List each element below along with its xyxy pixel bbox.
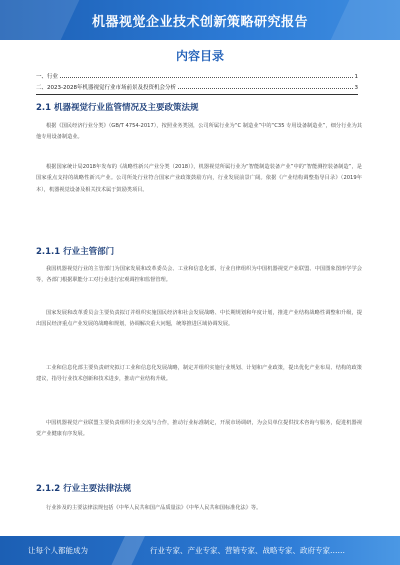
divider <box>36 94 358 95</box>
toc-entry[interactable] <box>36 81 358 91</box>
toc-leader-dots <box>60 77 352 78</box>
footer-tagline: 行业专家、产业专家、营销专家、战略专家、政府专家…… <box>150 546 345 555</box>
paragraph: 工业和信息化部主要负责研究拟订工业和信息化发展战略，制定并组织实施行业规划、计划和产业政策，提出优化产业布局、结构的政策建议，指导行业技术创新和技术进步，推动产业结构升级。 <box>36 365 362 383</box>
paragraph: 行业涉及的主要法律法规包括《中华人民共和国产品质量法》《中华人民共和国标准化法》等。 <box>46 505 262 511</box>
paragraph: 国家发展和改革委员会主要负责拟订并组织实施国民经济和社会发展战略、中长期规划和年度计划，推进产业结构战略性调整和升级，提出国民经济重点产业发展的战略和规划，协调解决重大问题，统筹推进区域协调发展。 <box>36 310 362 328</box>
section-heading: 2.1.2 行业主要法律法规 <box>36 484 132 494</box>
toc-entry[interactable] <box>36 70 358 80</box>
paragraph: 中国机器视觉产业联盟主要负责组织行业交流与合作，推动行业标准制定，开展市场调研，为会员单位提供技术咨询与服务，促进机器视觉产业健康有序发展。 <box>36 420 362 438</box>
page-footer <box>0 536 400 565</box>
toc-entry-label: 二、2023-2028年机器视觉行业市场前景及投资机会分析 <box>36 85 176 91</box>
report-header <box>0 0 400 40</box>
section-heading: 2.1.1 行业主管部门 <box>36 247 115 257</box>
footer-slogan: 让每个人都能成为 <box>28 546 88 555</box>
toc-entry-page: 3 <box>354 85 358 91</box>
section-heading: 2.1 机器视觉行业监管情况及主要政策法规 <box>36 103 199 113</box>
toc-entry-page: 1 <box>354 74 358 80</box>
paragraph: 根据国家统计局2018年发布的《战略性新兴产业分类（2018）》，机器视觉所属行业为“智能制造装备产业”中的“智能测控装备制造”，是国家重点支持的战略性新兴产业。公司所处行业符合国家产业政策鼓励方向，行业发展前景广阔。依据《产业结构调整指导目录》（2019年本），机器视觉设备及相关技术属于鼓励类项目。 <box>36 164 362 193</box>
paragraph: 我国机器视觉行业的主管部门为国家发展和改革委员会、工业和信息化部，行业自律组织为中国机器视觉产业联盟、中国图象图形学学会等，各部门根据职能分工对行业进行宏观调控和监督管理。 <box>36 266 362 284</box>
toc-entry-label: 一、行业 <box>36 74 59 80</box>
paragraph: 根据《国民经济行业分类》（GB/T 4754-2017），按照业务类别，公司所属行业为“C 制造业”中的“C35 专用设备制造业”，细分行业为其他专用设备制造业。 <box>36 123 362 141</box>
report-title: 机器视觉企业技术创新策略研究报告 <box>91 15 308 30</box>
toc-leader-dots <box>178 88 353 89</box>
toc-title: 内容目录 <box>175 49 224 63</box>
footer-decoration <box>109 536 148 565</box>
